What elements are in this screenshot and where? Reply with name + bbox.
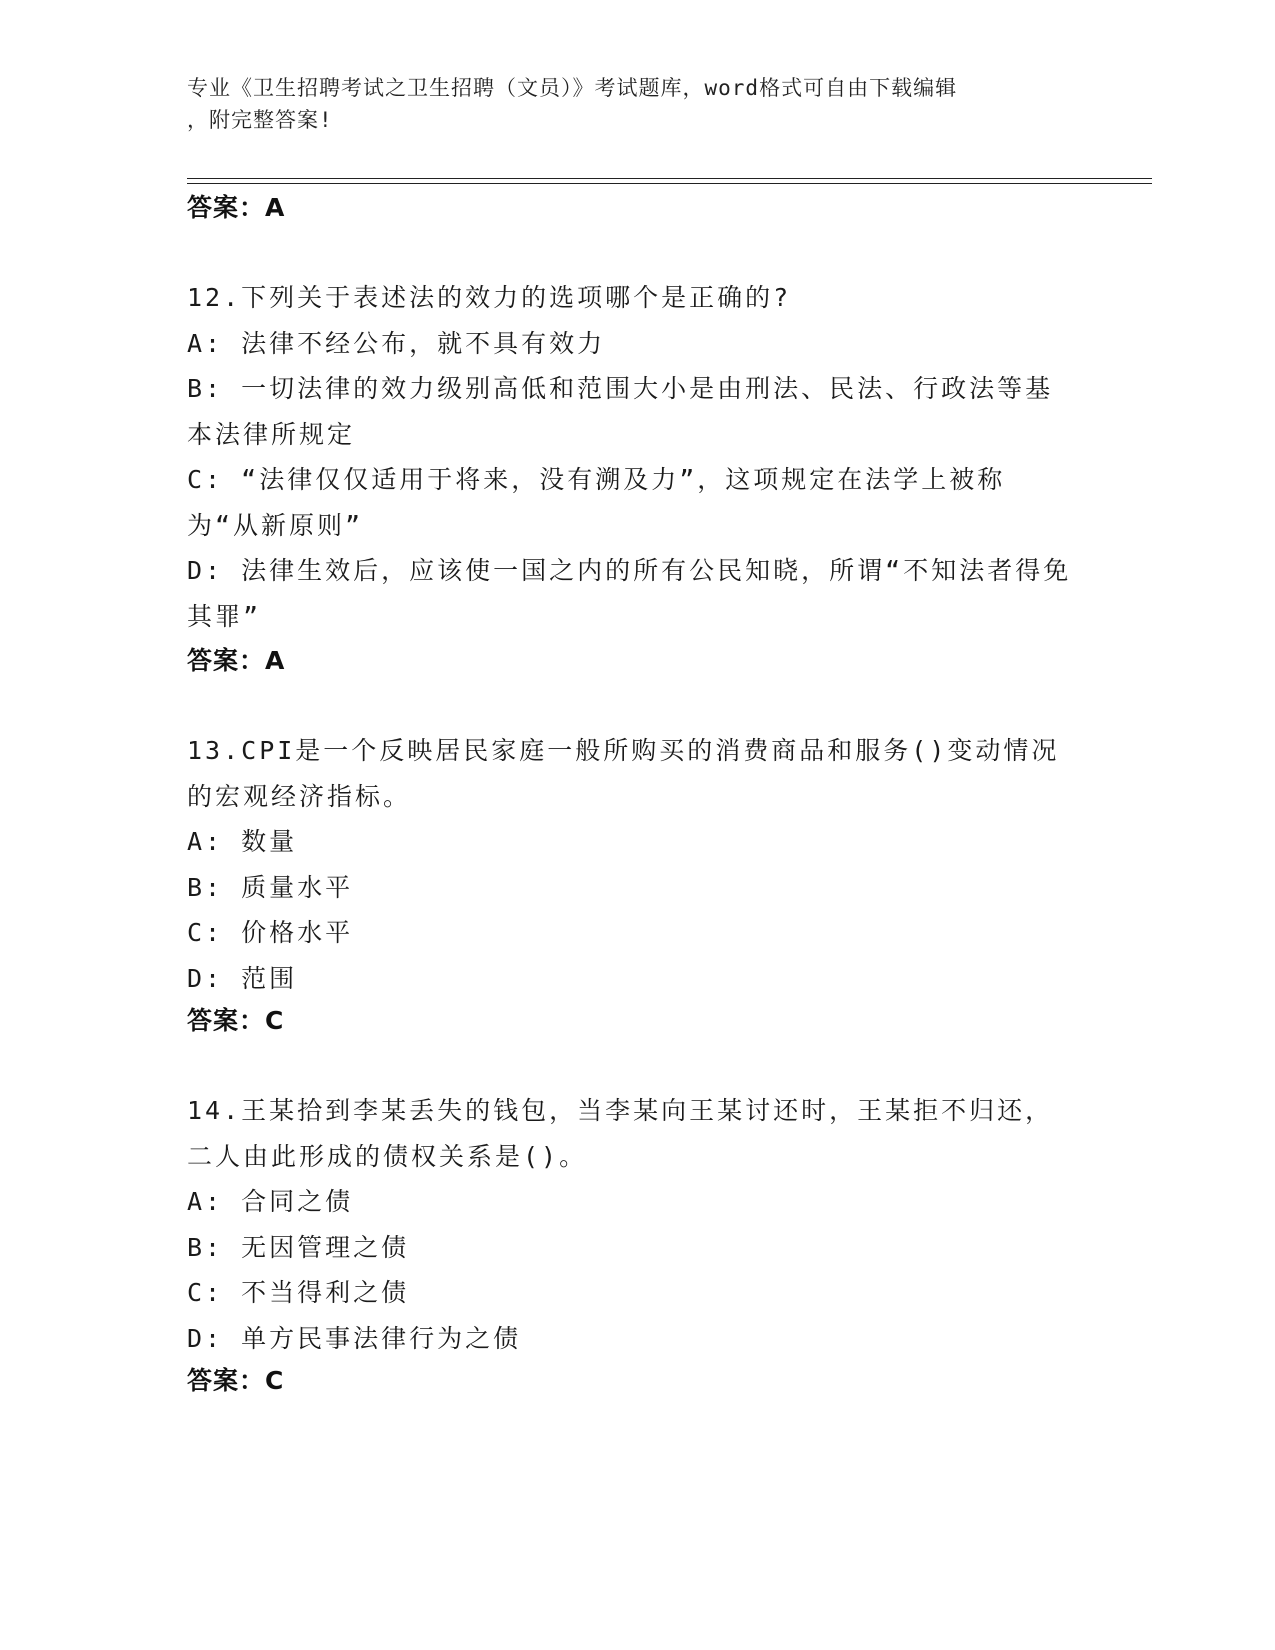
option-c: C: 不当得利之债: [187, 1278, 410, 1307]
question-12-answer: 答案：A: [187, 646, 286, 675]
option-a: A: 数量: [187, 827, 298, 856]
option-b: B: 无因管理之债: [187, 1232, 410, 1262]
header-line-1: 专业《卫生招聘考试之卫生招聘（文员）》考试题库，word格式可自由下载编辑: [187, 76, 958, 100]
document-header: [187, 72, 1067, 136]
question-14-answer: 答案：C: [187, 1366, 285, 1395]
header-divider-bottom: [187, 183, 1152, 184]
option-b: B: 质量水平: [187, 872, 354, 902]
option-a: A: 合同之债: [187, 1187, 354, 1216]
option-c: C: 价格水平: [187, 918, 354, 947]
question-13-answer: 答案：C: [187, 1006, 285, 1035]
header-divider-top: [187, 178, 1152, 179]
option-c: C: “法律仅仅适用于将来，没有溯及力”，这项规定在法学上被称为“从新原则”: [187, 465, 1006, 540]
question-14: [187, 1088, 1077, 1361]
header-line-2: ，附完整答案!: [187, 108, 333, 132]
option-a: A: 法律不经公布，就不具有效力: [187, 328, 606, 358]
question-stem: 12.下列关于表述法的效力的选项哪个是正确的?: [187, 283, 792, 312]
question-13: [187, 728, 1077, 1001]
question-12: [187, 275, 1077, 639]
question-stem: 13.CPI是一个反映居民家庭一般所购买的消费商品和服务()变动情况的宏观经济指标。: [187, 736, 1060, 811]
question-stem: 14.王某拾到李某丢失的钱包，当李某向王某讨还时，王某拒不归还，二人由此形成的债权关系是()。: [187, 1096, 1054, 1171]
option-d: D: 范围: [187, 963, 298, 993]
option-d: D: 法律生效后，应该使一国之内的所有公民知晓，所谓“不知法者得免其罪”: [187, 556, 1072, 631]
previous-answer: 答案：A: [187, 193, 286, 222]
option-b: B: 一切法律的效力级别高低和范围大小是由刑法、民法、行政法等基本法律所规定: [187, 374, 1054, 449]
option-d: D: 单方民事法律行为之债: [187, 1323, 522, 1353]
